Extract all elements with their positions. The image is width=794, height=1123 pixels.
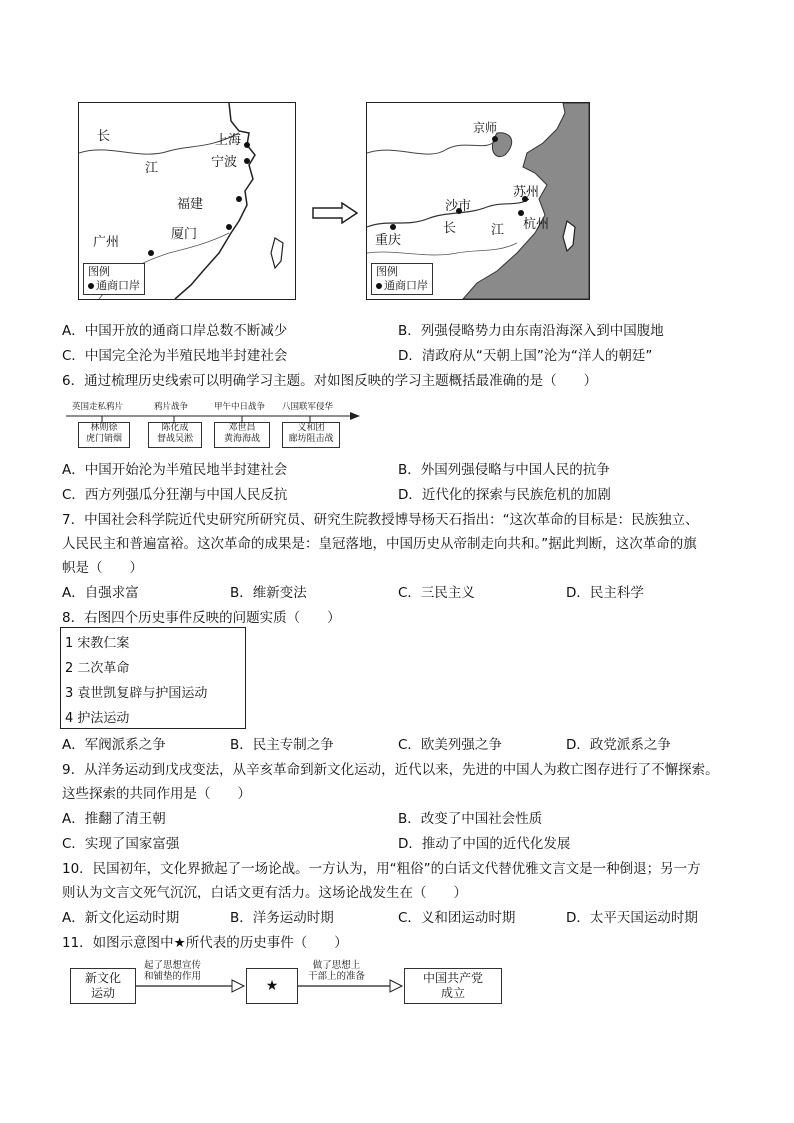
map-label-guangzhou: 广州 [93,235,120,250]
q10-option-a: A．新文化运动时期 [62,910,180,926]
legend-item: 通商口岸 [384,279,428,292]
q6-timeline [64,400,364,452]
q9-option-b: B．改变了中国社会性质 [398,811,543,827]
q8-option-d: D．政党派系之争 [566,737,671,753]
flow-label-2: 做了思想上 干部上的准备 [308,960,366,982]
list-item: 3 袁世凯复辟与护国运动 [65,686,208,701]
timeline-event: 八国联军侵华 [282,402,334,412]
port-dot-icon [376,283,382,289]
q8-option-c: C．欧美列强之争 [398,737,502,753]
map-label-chongqing: 重庆 [375,233,402,248]
map-label-jiang: 江 [491,223,505,238]
q7-stem-line2: 人民民主和普遍富裕。这次革命的成果是：皇冠落地，中国历史从帝制走向共和。”据此判断，这次革命的旗 [62,536,697,552]
q11-stem: 11．如图示意图中★所代表的历史事件（ ） [62,935,348,951]
map-label-xiamen: 厦门 [171,227,198,242]
map-label-jiang: 江 [145,161,159,176]
q7-option-a: A．自强求富 [62,585,139,601]
q8-option-a: A．军阀派系之争 [62,737,166,753]
q8-event-list [60,627,246,729]
q7-option-c: C．三民主义 [398,585,475,601]
flow-box-cpc-founding: 中国共产党 成立 [404,968,502,1004]
map-after [366,102,590,300]
q7-option-b: B．维新变法 [230,585,307,601]
legend-item: 通商口岸 [96,279,140,292]
map-label-shanghai: 上海 [215,133,242,148]
q8-stem: 8．右图四个历史事件反映的问题实质（ ） [62,610,341,626]
q7-stem-line1: 7．中国社会科学院近代史研究所研究员、研究生院教授博导杨天石指出：“这次革命的目标是：民族独立、 [62,512,699,528]
list-item: 4 护法运动 [65,711,130,726]
q5-option-d: D．清政府从“天朝上国”沦为“洋人的朝廷” [398,348,653,364]
map-label-chang: 长 [443,221,457,236]
star-icon: ★ [265,978,279,994]
q10-stem-line1: 10．民国初年，文化界掀起了一场论战。一方认为，用“粗俗”的白话文代替优雅文言文是一种倒退；另一方 [62,861,701,877]
q5-option-a: A．中国开放的通商口岸总数不断减少 [62,323,288,339]
map-label-chang: 长 [97,129,111,144]
list-item: 2 二次革命 [65,661,130,676]
q10-option-d: D．太平天国运动时期 [566,910,698,926]
q6-option-c: C．西方列强瓜分狂潮与中国人民反抗 [62,487,288,503]
q7-option-d: D．民主科学 [566,585,644,601]
right-arrow-icon [312,202,358,224]
timeline-box: 邓世昌 黄海海战 [214,422,270,448]
flow-box-star [246,968,298,1004]
q6-option-d: D．近代化的探索与民族危机的加剧 [398,487,611,503]
q5-option-c: C．中国完全沦为半殖民地半封建社会 [62,348,288,364]
q6-stem: 6．通过梳理历史线索可以明确学习主题。对如图反映的学习主题概括最准确的是（ ） [62,373,598,389]
map-label-suzhou: 苏州 [513,185,540,200]
q6-option-b: B．外国列强侵略与中国人民的抗争 [398,462,610,478]
q10-stem-line2: 则认为文言文死气沉沉，白话文更有活力。这场论战发生在（ ） [62,885,467,901]
legend-title: 图例 [88,265,110,278]
q10-option-b: B．洋务运动时期 [230,910,334,926]
timeline-event: 鸦片战争 [154,402,189,412]
q9-option-d: D．推动了中国的近代化发展 [398,836,571,852]
map-label-shashi: 沙市 [445,199,472,214]
map-legend [83,263,145,295]
q9-option-a: A．推翻了清王朝 [62,811,166,827]
map-before [78,102,296,300]
timeline-box: 林则徐 虎门销烟 [78,422,130,448]
q9-option-c: C．实现了国家富强 [62,836,180,852]
q5-option-b: B．列强侵略势力由东南沿海深入到中国腹地 [398,323,664,339]
map-legend [371,263,433,295]
q9-stem-line1: 9．从洋务运动到戊戌变法，从辛亥革命到新文化运动，近代以来，先进的中国人为救亡图存进行了不懈探索。 [62,762,719,778]
map-label-hangzhou: 杭州 [523,217,550,232]
q10-option-c: C．义和团运动时期 [398,910,516,926]
legend-title: 图例 [376,265,398,278]
timeline-box: 陈化成 督战吴淞 [148,422,202,448]
q11-flow-diagram [70,960,510,1010]
q9-stem-line2: 这些探索的共同作用是（ ） [62,786,251,802]
timeline-box: 义和团 廊坊阻击战 [282,422,340,448]
list-item: 1 宋教仁案 [65,636,130,651]
q7-stem-line3: 帜是（ ） [62,560,143,576]
timeline-event: 甲午中日战争 [214,402,266,412]
port-dot-icon [88,283,94,289]
map-label-fujian: 福建 [177,197,204,212]
timeline-event: 英国走私鸦片 [72,402,124,412]
map-label-ningbo: 宁波 [211,155,238,170]
q6-option-a: A．中国开始沦为半殖民地半封建社会 [62,462,288,478]
map-label-jingshi: 京师 [473,121,498,135]
q8-option-b: B．民主专制之争 [230,737,334,753]
flow-box-new-culture: 新文化 运动 [70,968,136,1004]
flow-label-1: 起了思想宣传 和铺垫的作用 [144,960,202,982]
